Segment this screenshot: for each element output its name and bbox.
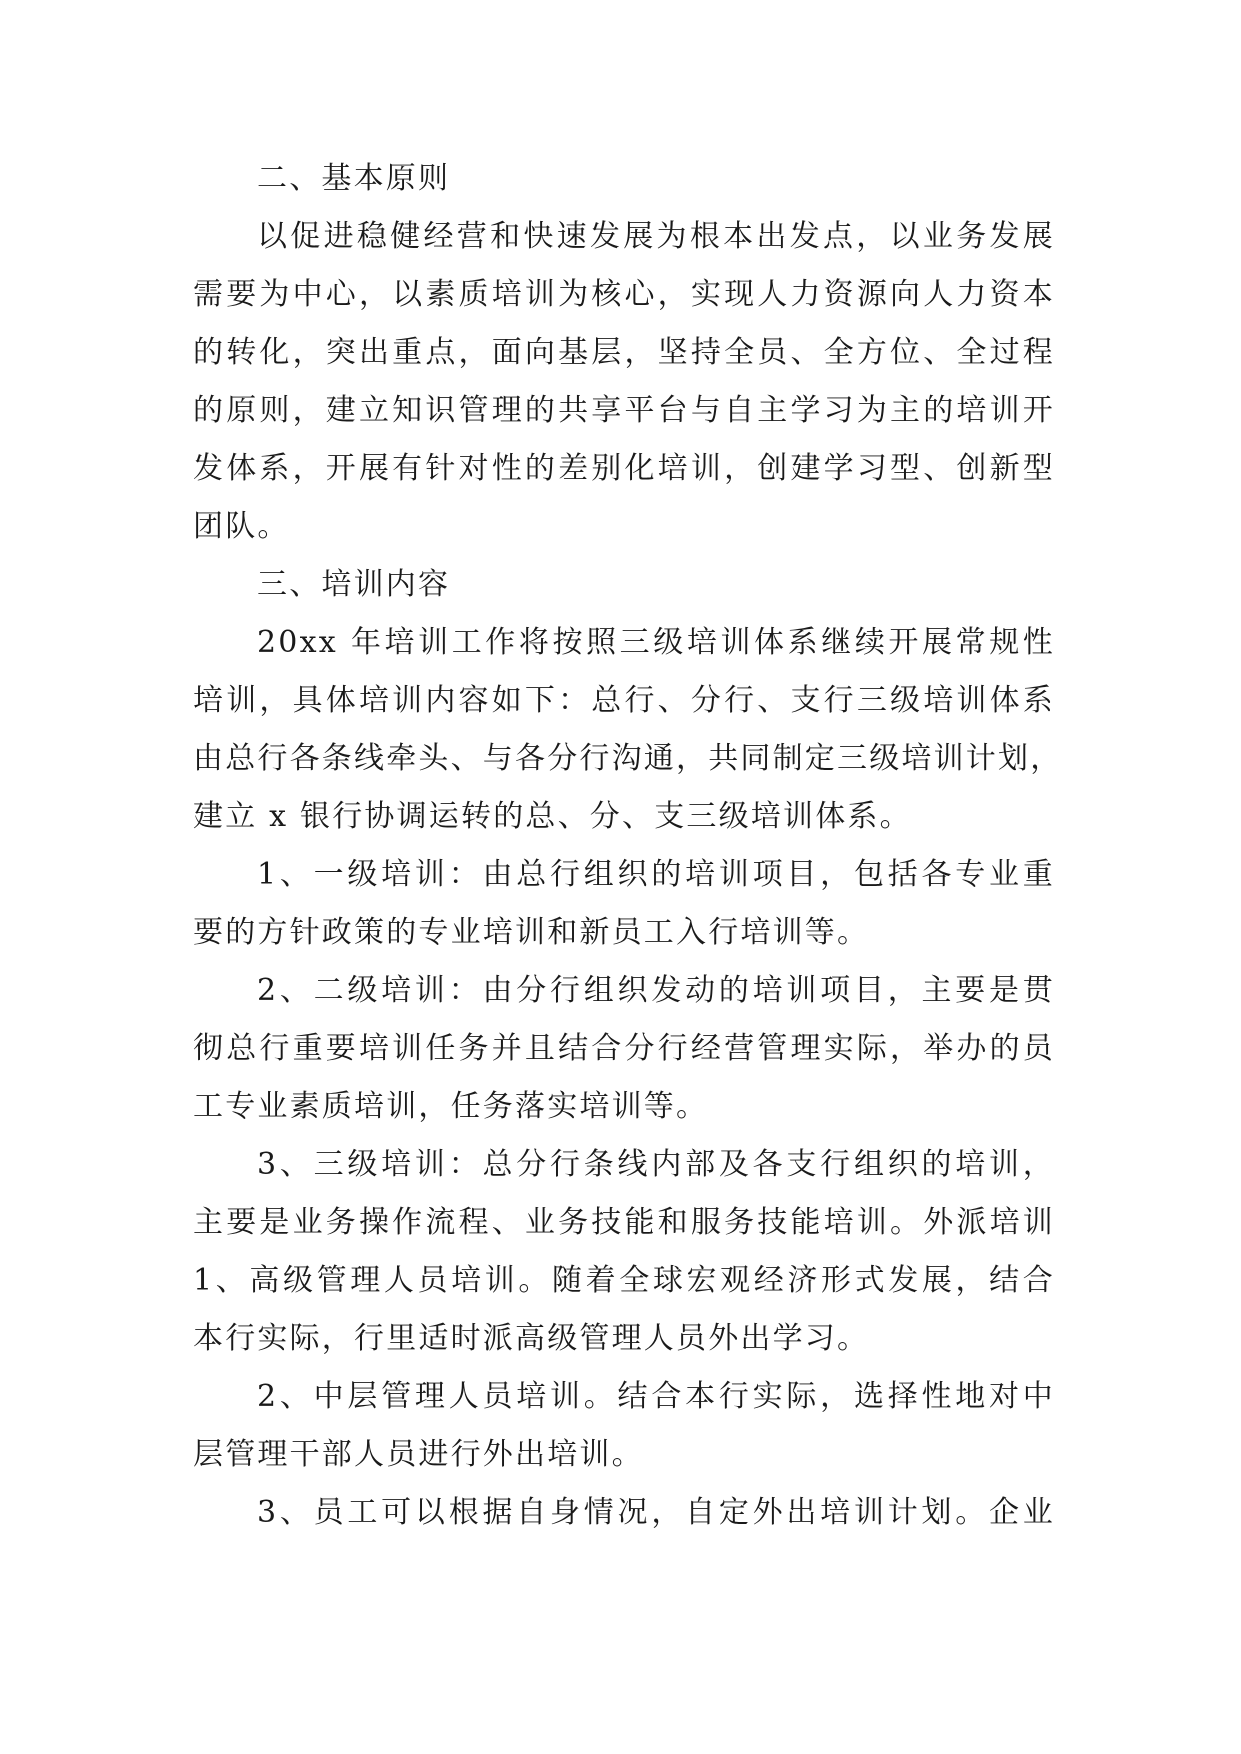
text-line: 3、员工可以根据自身情况，自定外出培训计划。企业 <box>257 1495 1055 1530</box>
text-line: 本行实际，行里适时派高级管理人员外出学习。 <box>193 1321 870 1356</box>
text-line: 团队。 <box>193 509 290 544</box>
section-heading: 三、培训内容 <box>257 567 451 602</box>
text-line: 2、二级培训：由分行组织发动的培训项目，主要是贯 <box>257 973 1055 1008</box>
text-line: 2、中层管理人员培训。结合本行实际，选择性地对中 <box>257 1379 1055 1414</box>
text-line: 主要是业务操作流程、业务技能和服务技能培训。外派培训 <box>193 1205 1055 1240</box>
text-line: 建立 x 银行协调运转的总、分、支三级培训体系。 <box>193 799 912 834</box>
text-line: 的转化，突出重点，面向基层，坚持全员、全方位、全过程 <box>193 335 1055 370</box>
text-line: 20xx 年培训工作将按照三级培训体系继续开展常规性 <box>257 625 1055 660</box>
paragraph <box>193 1136 1055 1368</box>
paragraph <box>193 962 1055 1136</box>
text-line: 3、三级培训：总分行条线内部及各支行组织的培训， <box>257 1147 1055 1182</box>
text-line: 需要为中心，以素质培训为核心，实现人力资源向人力资本 <box>193 277 1055 312</box>
text-line: 以促进稳健经营和快速发展为根本出发点，以业务发展 <box>257 219 1055 254</box>
section-heading: 二、基本原则 <box>257 161 451 196</box>
text-line: 培训，具体培训内容如下：总行、分行、支行三级培训体系 <box>193 683 1055 718</box>
text-line: 要的方针政策的专业培训和新员工入行培训等。 <box>193 915 870 950</box>
text-line: 彻总行重要培训任务并且结合分行经营管理实际，举办的员 <box>193 1031 1055 1066</box>
text-line: 发体系，开展有针对性的差别化培训，创建学习型、创新型 <box>193 451 1055 486</box>
paragraph <box>193 208 1055 556</box>
text-line: 由总行各条线牵头、与各分行沟通，共同制定三级培训计划， <box>193 741 1063 776</box>
text-line: 的原则，建立知识管理的共享平台与自主学习为主的培训开 <box>193 393 1055 428</box>
text-line: 1、一级培训：由总行组织的培训项目，包括各专业重 <box>257 857 1055 892</box>
paragraph <box>193 1368 1055 1484</box>
text-line: 1、高级管理人员培训。随着全球宏观经济形式发展，结合 <box>193 1263 1055 1298</box>
text-line: 层管理干部人员进行外出培训。 <box>193 1437 644 1472</box>
paragraph <box>193 846 1055 962</box>
paragraph <box>193 1484 1055 1542</box>
document-page <box>193 150 1063 1542</box>
text-line: 工专业素质培训，任务落实培训等。 <box>193 1089 709 1124</box>
paragraph <box>193 614 1063 846</box>
